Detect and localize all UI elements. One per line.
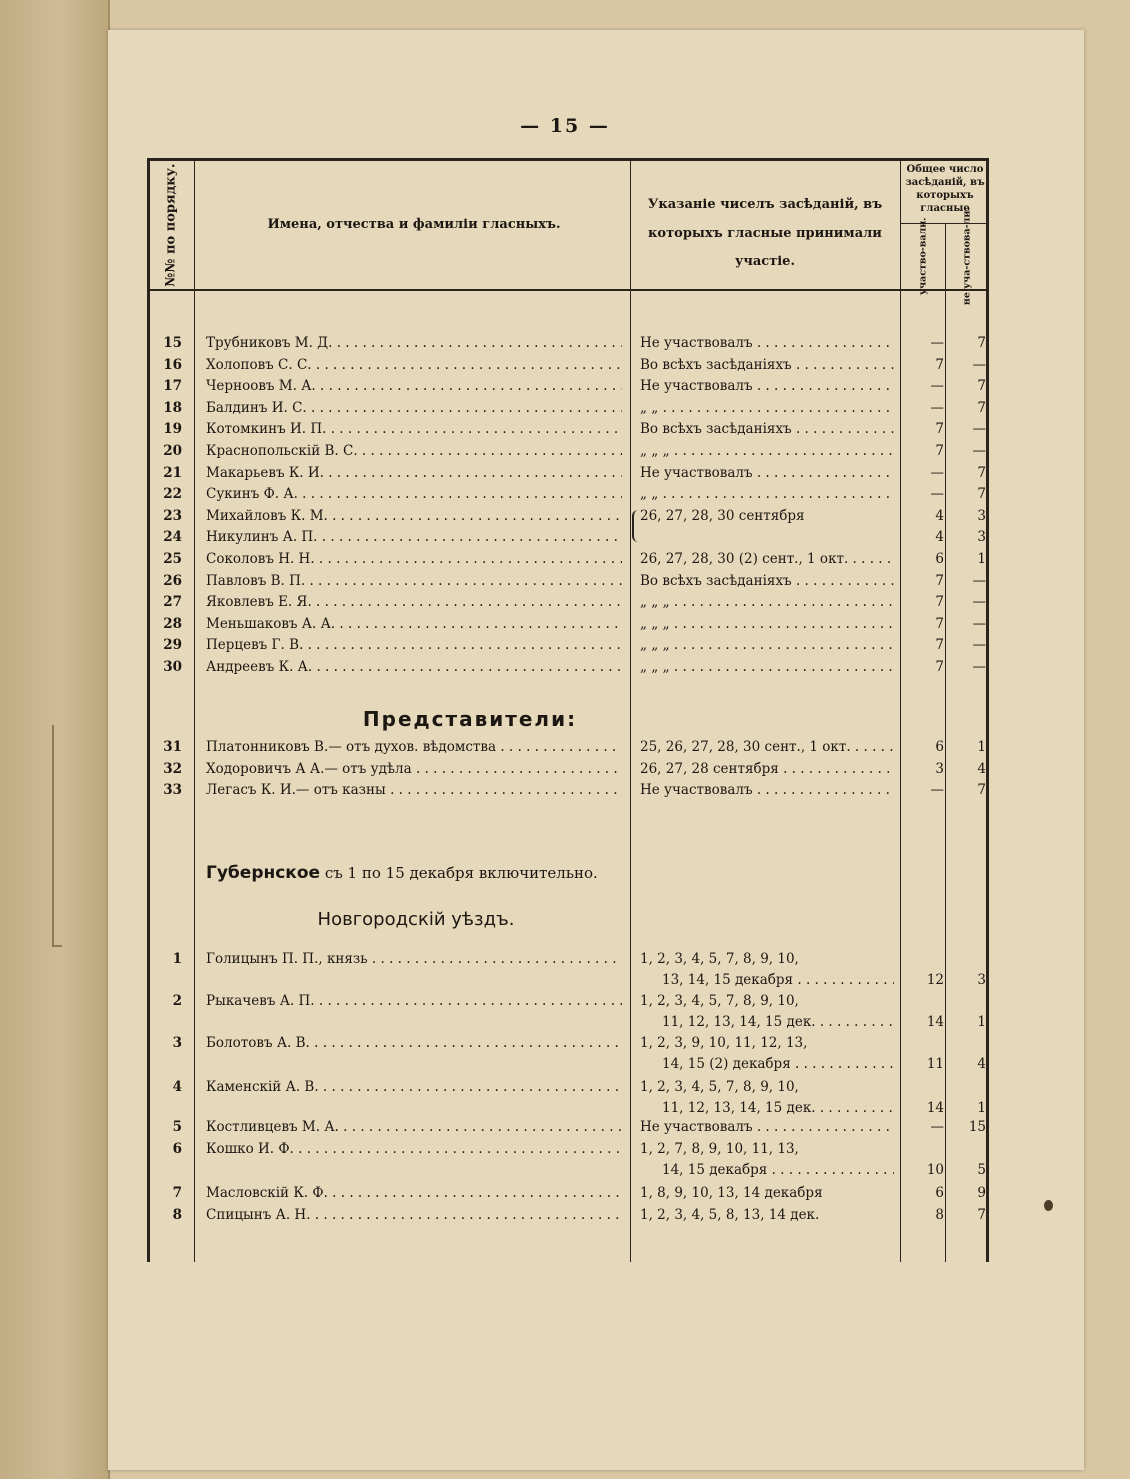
row-number: 1	[172, 951, 182, 967]
absent-count: —	[972, 615, 986, 632]
session-dates-line1: 1, 2, 7, 8, 9, 10, 11, 13,	[640, 1141, 799, 1157]
member-name: Меньшаковъ А. А. . . .	[206, 614, 622, 635]
participated-count: 7	[935, 615, 944, 632]
session-dates: „ „ . . .	[640, 398, 894, 419]
member-name: Сукинъ Ф. А. . . .	[206, 484, 622, 505]
row-number: 16	[163, 356, 182, 373]
table-row	[150, 1183, 986, 1204]
row-number: 15	[163, 335, 182, 351]
absent-count: 1	[977, 1100, 986, 1116]
participated-count: —	[930, 1119, 944, 1135]
table-row	[150, 1139, 986, 1181]
table-row	[150, 355, 986, 376]
absent-count: 15	[968, 1119, 986, 1135]
row-number: 29	[163, 637, 182, 654]
spine-mark	[52, 725, 62, 947]
session-dates: „ „ „ . . .	[640, 635, 894, 656]
session-dates	[640, 1139, 894, 1181]
row-number: 31	[163, 739, 182, 755]
member-name: Ходоровичъ А А.— отъ удѣла . . .	[206, 759, 622, 780]
row-number: 33	[163, 782, 182, 799]
session-dates: Не участвовалъ . . .	[640, 780, 894, 801]
row-number: 19	[163, 421, 182, 438]
member-name: Никулинъ А. П. . . .	[206, 527, 622, 548]
session-dates: 1, 8, 9, 10, 13, 14 декабря	[640, 1185, 823, 1201]
uezd-title: Новгородскій уѣздъ.	[317, 909, 515, 930]
absent-count: 3	[977, 972, 986, 988]
absent-count: 1	[977, 551, 986, 567]
row-number: 6	[172, 1141, 182, 1157]
absent-count: 1	[977, 1014, 986, 1030]
participated-count: —	[930, 486, 944, 503]
row-number: 7	[172, 1185, 182, 1201]
member-name: Павловъ В. П. . . .	[206, 571, 622, 592]
session-dates: Во всѣхъ засѣданіяхъ . . .	[640, 419, 894, 440]
session-dates: 26, 27, 28, 30 сентября	[640, 507, 805, 524]
session-dates: Не участвовалъ . . .	[640, 333, 894, 354]
participated-count: 6	[935, 1185, 944, 1201]
table-row	[150, 759, 986, 780]
brace	[632, 510, 642, 542]
book-spine	[0, 0, 110, 1479]
header-total: Общее число засѣданій, въ которыхъ гласные	[905, 164, 985, 214]
participated-count: 10	[926, 1162, 944, 1178]
session-dates-line1: 1, 2, 3, 9, 10, 11, 12, 13,	[640, 1035, 808, 1051]
session-dates	[640, 991, 894, 1033]
participated-count: 14	[926, 1100, 944, 1116]
table-row	[150, 614, 986, 635]
row-number: 23	[163, 507, 182, 524]
participated-count: 7	[935, 659, 944, 675]
table-row	[150, 463, 986, 484]
absent-count: 7	[977, 335, 986, 351]
header-name: Имена, отчества и фамиліи гласныхъ.	[267, 217, 561, 232]
header-dates: Указаніе чиселъ засѣданій, въ которыхъ гласные принимали участіе.	[647, 197, 883, 270]
row-number: 8	[172, 1206, 182, 1223]
member-name: Голицынъ П. П., князь . . .	[206, 949, 622, 970]
absent-count: —	[972, 443, 986, 459]
participated-count: 3	[935, 760, 944, 777]
table-row	[150, 991, 986, 1033]
member-name: Болотовъ А. В. . . .	[206, 1033, 622, 1054]
session-dates	[640, 1077, 894, 1119]
participated-count: 7	[935, 637, 944, 654]
member-name: Котомкинъ И. П. . . .	[206, 419, 622, 440]
member-name: Трубниковъ М. Д. . . .	[206, 333, 622, 354]
table-row	[150, 1077, 986, 1119]
member-name: Масловскій К. Ф. . . .	[206, 1183, 622, 1204]
member-name: Краснопольскій В. С. . . .	[206, 441, 622, 462]
table-row	[150, 737, 986, 758]
row-number: 25	[163, 551, 182, 567]
table-row	[150, 549, 986, 570]
table-row	[150, 592, 986, 613]
participated-count: 7	[935, 572, 944, 589]
participated-count: —	[930, 782, 944, 799]
member-name: Андреевъ К. А. . . .	[206, 657, 622, 678]
row-number: 26	[163, 572, 182, 589]
session-dates: 26, 27, 28 сентября . . .	[640, 759, 894, 780]
participated-count: 11	[926, 1056, 944, 1072]
absent-count: —	[972, 421, 986, 438]
member-name: Холоповъ С. С. . . .	[206, 355, 622, 376]
table-row	[150, 398, 986, 419]
session-dates	[640, 949, 894, 991]
absent-count: 7	[977, 782, 986, 799]
session-dates: Не участвовалъ . . .	[640, 1117, 894, 1138]
member-name: Соколовъ Н. Н. . . .	[206, 549, 622, 570]
member-name: Михайловъ К. М. . . .	[206, 506, 622, 527]
header-not-participated: не уча-ствова-ли.	[961, 207, 973, 305]
absent-count: 3	[977, 529, 986, 546]
table-row	[150, 571, 986, 592]
participated-count: —	[930, 464, 944, 481]
member-name: Макарьевъ К. И. . . .	[206, 463, 622, 484]
member-name: Костливцевъ М. А. . . .	[206, 1117, 622, 1138]
absent-count: 1	[977, 739, 986, 755]
table-row	[150, 780, 986, 801]
absent-count: 7	[977, 378, 986, 395]
member-name: Балдинъ И. С. . . .	[206, 398, 622, 419]
absent-count: 7	[977, 399, 986, 416]
representatives-title: Представители:	[362, 707, 578, 731]
gubernskoe-title: Губернское съ 1 по 15 декабря включительно.	[206, 863, 598, 883]
row-number: 5	[172, 1119, 182, 1135]
page-number: — 15 —	[520, 115, 610, 137]
session-dates: „ „ „ . . .	[640, 657, 894, 678]
header-number: №№ по порядку.	[163, 163, 179, 287]
row-number: 2	[172, 993, 182, 1009]
member-name: Черноовъ М. А. . . .	[206, 376, 622, 397]
table-row	[150, 333, 986, 354]
session-dates: „ „ „ . . .	[640, 614, 894, 635]
participated-count: —	[930, 335, 944, 351]
member-name: Легасъ К. И.— отъ казны . . .	[206, 780, 622, 801]
member-name: Перцевъ Г. В. . . .	[206, 635, 622, 656]
absent-count: 3	[977, 507, 986, 524]
session-dates: „ „ . . .	[640, 484, 894, 505]
member-name: Яковлевъ Е. Я. . . .	[206, 592, 622, 613]
session-dates: Во всѣхъ засѣданіяхъ . . .	[640, 355, 894, 376]
member-name: Рыкачевъ А. П. . . .	[206, 991, 622, 1012]
ink-spot	[1044, 1200, 1053, 1211]
session-dates: Во всѣхъ засѣданіяхъ . . .	[640, 571, 894, 592]
member-name: Спицынъ А. Н. . . .	[206, 1205, 622, 1226]
row-number: 20	[163, 443, 182, 459]
table-row	[150, 1117, 986, 1138]
session-dates-line1: 1, 2, 3, 4, 5, 7, 8, 9, 10,	[640, 1079, 799, 1095]
row-number: 4	[172, 1079, 182, 1095]
session-dates: Не участвовалъ . . .	[640, 376, 894, 397]
absent-count: —	[972, 572, 986, 589]
session-dates-line1: 1, 2, 3, 4, 5, 7, 8, 9, 10,	[640, 951, 799, 967]
row-number: 18	[163, 399, 182, 416]
session-dates-line2: 11, 12, 13, 14, 15 дек. . . .	[640, 1098, 894, 1119]
absent-count: 7	[977, 1206, 986, 1223]
session-dates: Не участвовалъ . . .	[640, 463, 894, 484]
table-row	[150, 506, 986, 527]
participated-count: —	[930, 399, 944, 416]
absent-count: 7	[977, 464, 986, 481]
table-row	[150, 1033, 986, 1075]
session-dates-line2: 13, 14, 15 декабря . . .	[640, 970, 894, 991]
member-name: Платонниковъ В.— отъ духов. вѣдомства . . .	[206, 737, 622, 758]
table-row	[150, 527, 986, 548]
table-row	[150, 635, 986, 656]
session-dates: 1, 2, 3, 4, 5, 8, 13, 14 дек.	[640, 1206, 820, 1223]
absent-count: 5	[977, 1162, 986, 1178]
participated-count: 6	[935, 551, 944, 567]
table-row	[150, 657, 986, 678]
participated-count: 6	[935, 739, 944, 755]
row-number: 21	[163, 464, 182, 481]
session-dates-line2: 14, 15 (2) декабря . . .	[640, 1054, 894, 1075]
table-row	[150, 949, 986, 991]
session-dates-line1: 1, 2, 3, 4, 5, 7, 8, 9, 10,	[640, 993, 799, 1009]
table-row	[150, 1205, 986, 1226]
absent-count: —	[972, 659, 986, 675]
row-number: 30	[163, 659, 182, 675]
session-dates-line2: 11, 12, 13, 14, 15 дек. . . .	[640, 1012, 894, 1033]
row-number: 24	[163, 529, 182, 546]
row-number: 22	[163, 486, 182, 503]
session-dates: 26, 27, 28, 30 (2) сент., 1 окт. . . .	[640, 549, 894, 570]
header-rule	[150, 289, 986, 291]
row-number: 27	[163, 594, 182, 611]
absent-count: 9	[977, 1185, 986, 1201]
absent-count: 7	[977, 486, 986, 503]
table-row	[150, 376, 986, 397]
absent-count: 4	[977, 1056, 986, 1072]
participated-count: 7	[935, 421, 944, 438]
attendance-table	[147, 158, 989, 1262]
absent-count: —	[972, 637, 986, 654]
session-dates: „ „ „ . . .	[640, 592, 894, 613]
participated-count: 4	[935, 529, 944, 546]
participated-count: 14	[926, 1014, 944, 1030]
session-dates: 25, 26, 27, 28, 30 сент., 1 окт. . . .	[640, 737, 894, 758]
session-dates: „ „ „ . . .	[640, 441, 894, 462]
table-row	[150, 419, 986, 440]
session-dates-line2: 14, 15 декабря . . .	[640, 1160, 894, 1181]
participated-count: 7	[935, 594, 944, 611]
participated-count: 4	[935, 507, 944, 524]
absent-count: —	[972, 356, 986, 373]
table-row	[150, 441, 986, 462]
absent-count: —	[972, 594, 986, 611]
participated-count: —	[930, 378, 944, 395]
participated-count: 12	[926, 972, 944, 988]
member-name: Каменскій А. В. . . .	[206, 1077, 622, 1098]
participated-count: 7	[935, 443, 944, 459]
row-number: 32	[163, 760, 182, 777]
session-dates	[640, 1033, 894, 1075]
row-number: 3	[172, 1035, 182, 1051]
header-participated: участво-вали.	[917, 217, 929, 295]
member-name: Кошко И. Ф. . . .	[206, 1139, 622, 1160]
absent-count: 4	[977, 760, 986, 777]
table-row	[150, 484, 986, 505]
participated-count: 7	[935, 356, 944, 373]
participated-count: 8	[935, 1206, 944, 1223]
row-number: 17	[163, 378, 182, 395]
row-number: 28	[163, 615, 182, 632]
